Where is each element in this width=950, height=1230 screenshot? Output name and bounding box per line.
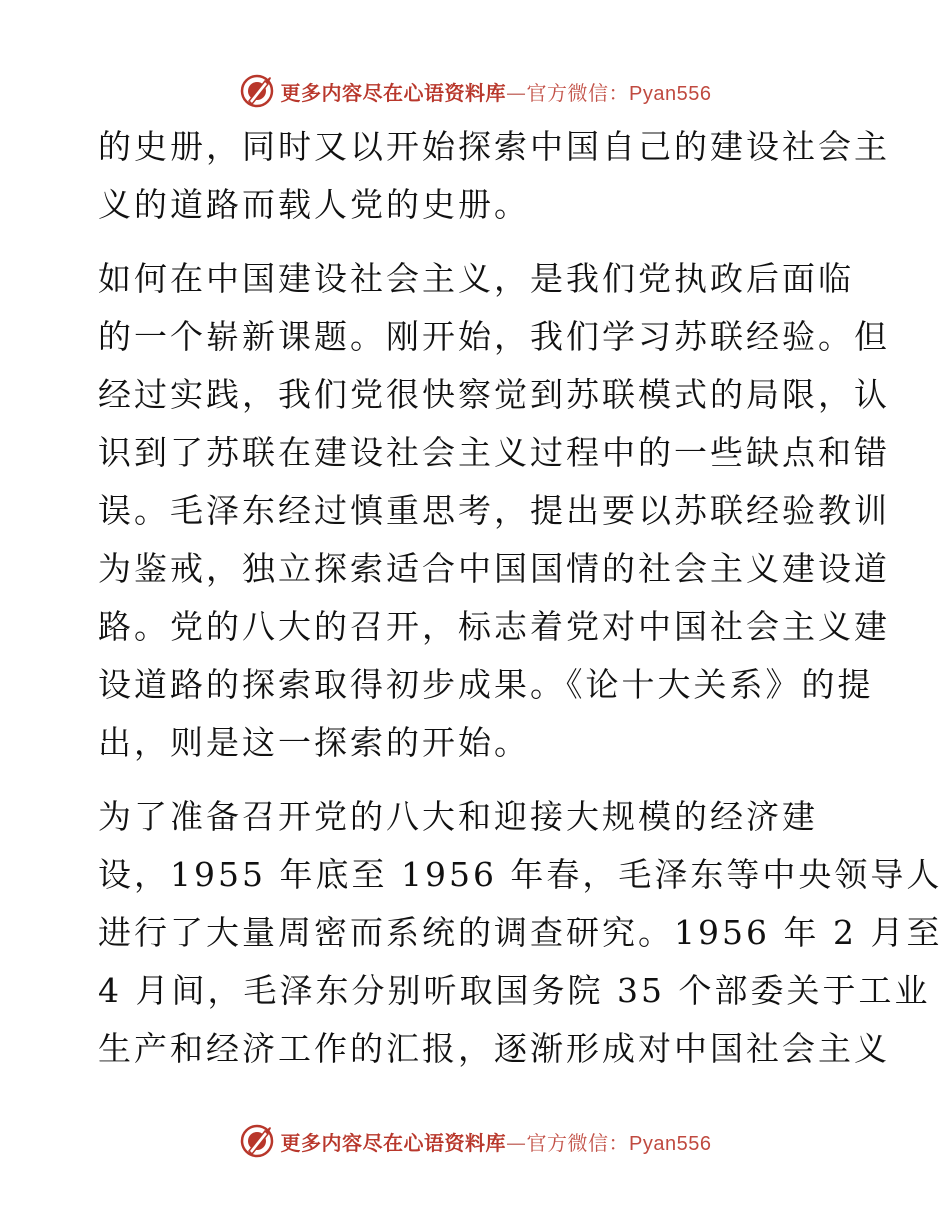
header-watermark-separator: — bbox=[506, 80, 527, 105]
footer-watermark-banner bbox=[0, 1121, 950, 1161]
paragraph-3 bbox=[98, 788, 943, 1078]
footer-watermark-label: 官方微信： bbox=[526, 1130, 630, 1155]
paragraph-line: 误。毛泽东经过慎重思考，提出要以苏联经验教训 bbox=[98, 491, 890, 530]
paragraph-line: 设道路的探索取得初步成果。《论十大关系》的提 bbox=[98, 665, 874, 704]
paragraph-line: 设，1955 年底至 1956 年春，毛泽东等中央领导人 bbox=[98, 855, 943, 894]
paragraph-line: 识到了苏联在建设社会主义过程中的一些缺点和错 bbox=[98, 433, 890, 472]
pen-logo-icon bbox=[239, 1123, 275, 1159]
paragraph-line: 如何在中国建设社会主义，是我们党执政后面临 bbox=[98, 259, 854, 298]
paragraph-1 bbox=[98, 118, 890, 234]
paragraph-line: 经过实践，我们党很快察觉到苏联模式的局限，认 bbox=[98, 375, 890, 414]
document-body bbox=[98, 118, 943, 1078]
footer-watermark-main: 更多内容尽在心语资料库 bbox=[280, 1130, 507, 1155]
footer-watermark-text bbox=[281, 1127, 712, 1156]
paragraph-gap bbox=[98, 772, 850, 788]
header-watermark-id: Pyan556 bbox=[629, 82, 712, 105]
paragraph-line: 为了准备召开党的八大和迎接大规模的经济建 bbox=[98, 797, 818, 836]
paragraph-line: 路。党的八大的召开，标志着党对中国社会主义建 bbox=[98, 607, 890, 646]
header-watermark-main: 更多内容尽在心语资料库 bbox=[280, 80, 507, 105]
paragraph-line: 义的道路而载人党的史册。 bbox=[98, 185, 530, 224]
pen-logo-icon bbox=[239, 73, 275, 109]
paragraph-gap bbox=[98, 234, 850, 250]
header-watermark-banner bbox=[0, 71, 950, 111]
header-watermark-label: 官方微信： bbox=[526, 80, 630, 105]
paragraph-line: 4 月间，毛泽东分别听取国务院 35 个部委关于工业 bbox=[98, 971, 931, 1010]
footer-watermark-separator: — bbox=[506, 1130, 527, 1155]
paragraph-line: 出，则是这一探索的开始。 bbox=[98, 723, 530, 762]
footer-watermark-group bbox=[239, 1123, 712, 1159]
paragraph-line: 的一个崭新课题。刚开始，我们学习苏联经验。但 bbox=[98, 317, 890, 356]
paragraph-2 bbox=[98, 250, 890, 772]
paragraph-line: 的史册，同时又以开始探索中国自己的建设社会主 bbox=[98, 127, 890, 166]
paragraph-line: 生产和经济工作的汇报，逐渐形成对中国社会主义 bbox=[98, 1029, 890, 1068]
footer-watermark-id: Pyan556 bbox=[629, 1132, 712, 1155]
paragraph-line: 进行了大量周密而系统的调查研究。1956 年 2 月至 bbox=[98, 913, 943, 952]
paragraph-line: 为鉴戒，独立探索适合中国国情的社会主义建设道 bbox=[98, 549, 890, 588]
header-watermark-text bbox=[281, 77, 712, 106]
header-watermark-group bbox=[239, 73, 712, 109]
